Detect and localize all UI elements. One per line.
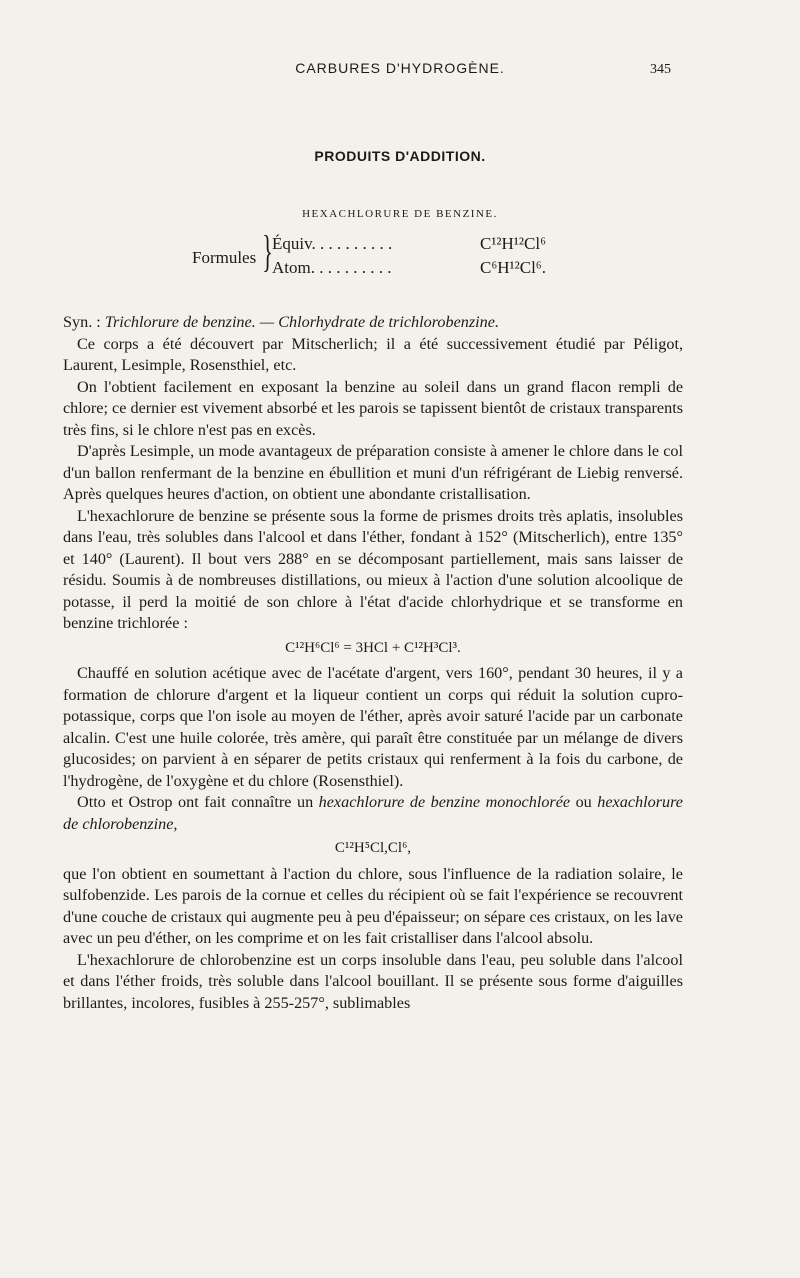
paragraph — [63, 792, 683, 835]
section-title: PRODUITS D'ADDITION. — [314, 148, 486, 164]
syn-names: Trichlorure de benzine. — Chlorhydrate de trichlorobenzine. — [104, 313, 500, 331]
formula-name: Équiv. . . . . . . . . . — [272, 234, 393, 253]
formula-row-equiv — [272, 234, 546, 254]
formula-label: Formules — [192, 248, 257, 267]
formula-row-atom — [272, 258, 546, 278]
equation: C¹²H⁶Cl⁶ = 3HCl + C¹²H³Cl³. — [285, 639, 461, 656]
synonyms-paragraph — [63, 312, 683, 334]
paragraph: L'hexachlorure de benzine se présente sous la forme de prismes droits très aplatis, insolubles dans l'eau, très solubles dans l'alcool et dans l'éther, fondant à 152° (Mitscherlich), entre 135° et 140° (Laurent). Il bout vers 288° en se décomposant partiellement, mais sans laisser de résidu. Soumis à de nombreuses distillations, ou mieux à l'action d'une solution alcoolique de potasse, il perd la moitié de son chlore à l'état d'acide chlorhydrique et se transforme en benzine trichlorée : — [63, 506, 683, 632]
paragraph: L'hexachlorure de chlorobenzine est un corps insoluble dans l'eau, peu soluble dans l'alcool et dans l'éther froids, très soluble dans l'alcool bouillant. Il se présente sous forme d'aiguilles brillantes, incolores, fusibles à 255-257°, sublimables — [63, 950, 683, 1012]
body-text — [63, 312, 683, 1014]
equation: C¹²H⁵Cl,Cl⁶, — [334, 840, 412, 856]
formula-brace: } — [262, 227, 273, 276]
paragraph: D'après Lesimple, un mode avantageux de préparation consiste à amener le chlore dans le col d'un ballon renfermant de la benzine en ébullition et muni d'un réfrigérant de Liebig renversé. Après quelques heures d'action, on obtient une abondante cristallisation. — [63, 442, 683, 503]
page-number: 345 — [650, 62, 671, 77]
paragraph: Chauffé en solution acétique avec de l'acétate d'argent, vers 160°, pendant 30 heures, il y a formation de chlorure d'argent et la liqueur contient un corps qui réduit la solution cupro-potassique, corps que l'on isole au moyen de l'éther, après avoir saturé l'acide par un carbonate alcalin. C'est une huile colorée, très amère, qui paraît être constituée par un mélange de divers glucosides; on parvient à en séparer de petits cristaux qui renferment à la fois du carbone, de l'hydrogène, de l'oxygène et du chlore (Rosensthiel). — [63, 664, 683, 790]
formula-value: C¹²H¹²Cl⁶ — [480, 234, 546, 253]
paragraph: On l'obtient facilement en exposant la benzine au soleil dans un grand flacon rempli de chlore; ce dernier est vivement absorbé et les parois se tapissent bientôt de cristaux transparents très fins, si le chlore n'est pas en excès. — [63, 377, 683, 439]
formula-name: Atom. . . . . . . . . . — [272, 258, 392, 277]
formula-value: C⁶H¹²Cl⁶. — [480, 258, 546, 277]
formula-block — [192, 227, 592, 288]
text-run: ou — [570, 793, 598, 811]
italic-term: hexachlorure de chlorobenzine, — [63, 793, 683, 833]
italic-term: hexachlorure de benzine monochlorée — [318, 793, 571, 811]
paragraph: que l'on obtient en soumettant à l'action du chlore, sous l'influence de la radiation solaire, le sulfobenzide. Les parois de la cornue et celles du récipient où se fait l'expérience se recouvrent d'une couche de cristaux qui augmente peu à peu d'épaisseur; on sépare ces cristaux, on les lave avec un peu d'éther, on les comprime et on les fait cristalliser dans l'alcool absolu. — [63, 864, 683, 947]
paragraph: Ce corps a été découvert par Mitscherlich; il a été successivement étudié par Péligot, Laurent, Lesimple, Rosensthiel, etc. — [63, 334, 683, 374]
compound-name: HEXACHLORURE DE BENZINE. — [302, 208, 498, 220]
text-run: Otto et Ostrop ont fait connaître un — [77, 793, 319, 811]
syn-prefix: Syn. : — [63, 313, 105, 331]
running-title: CARBURES D'HYDROGÈNE. — [295, 60, 505, 76]
